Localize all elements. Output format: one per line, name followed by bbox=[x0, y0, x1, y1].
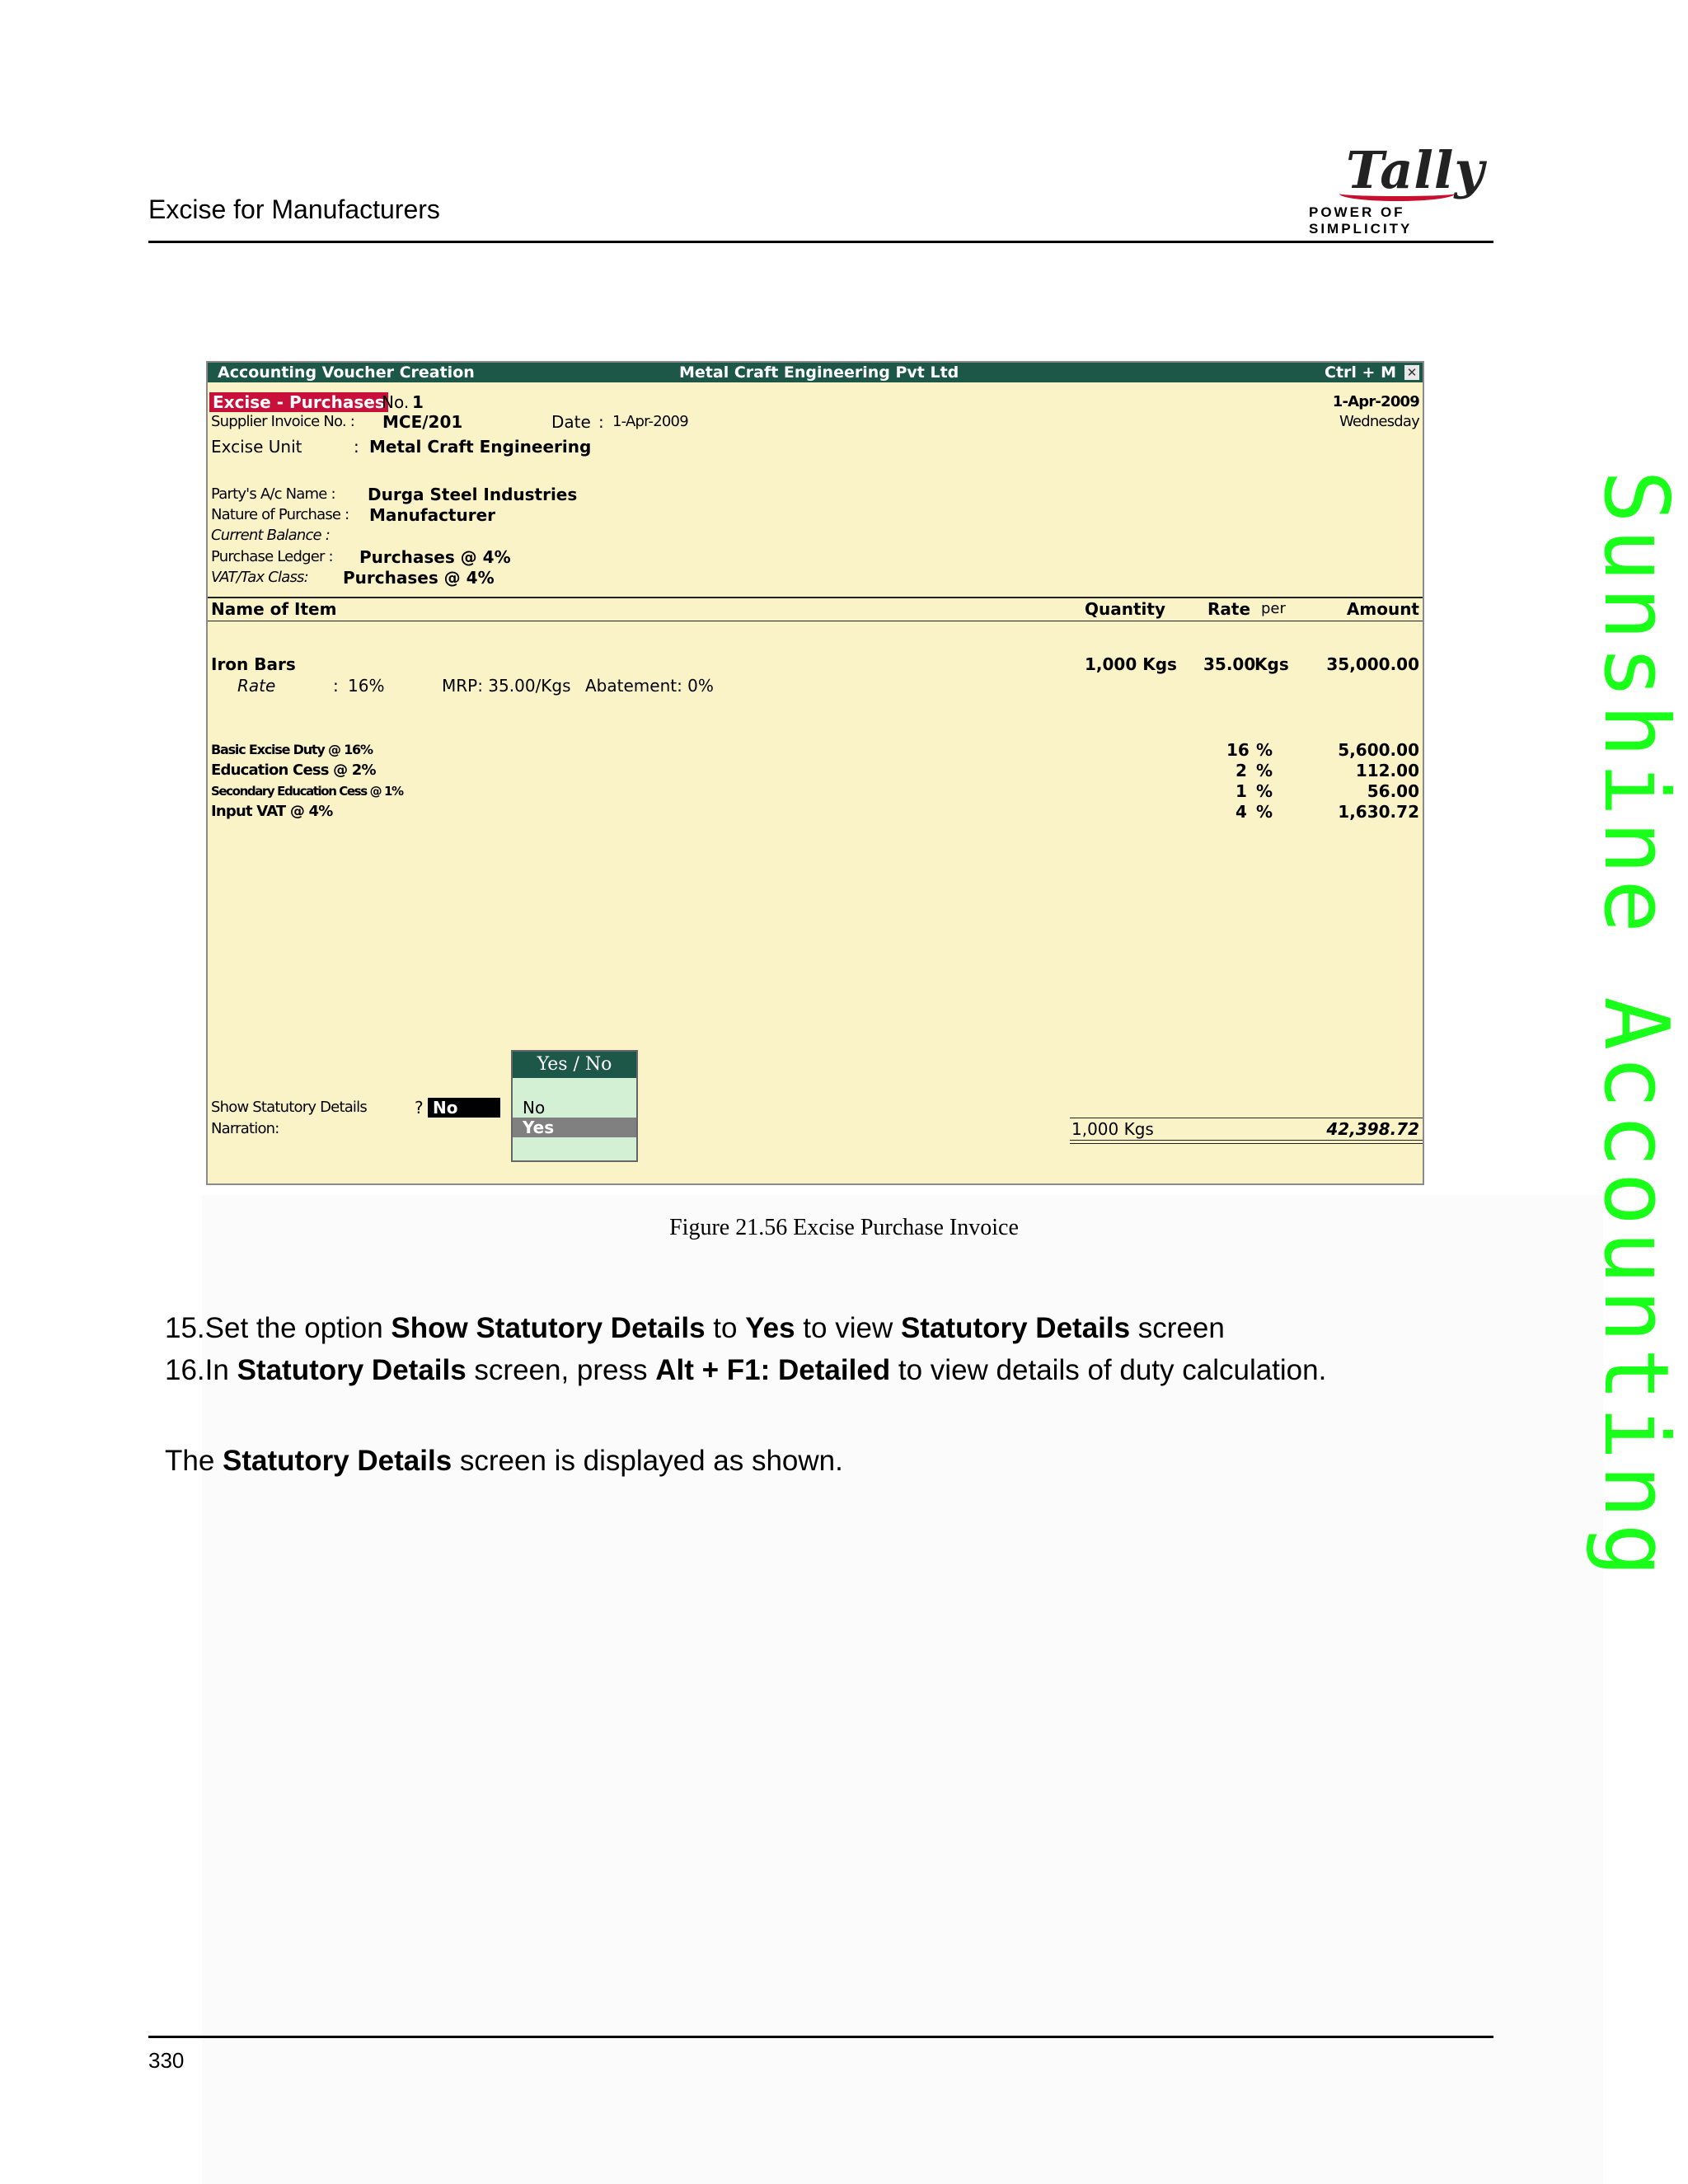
step-15 bbox=[165, 1312, 1225, 1345]
duty-rate-secondary-cess: 1 bbox=[1236, 781, 1247, 801]
party-name-field[interactable]: Durga Steel Industries bbox=[368, 485, 578, 504]
step-15-text-2: to bbox=[705, 1312, 746, 1344]
screen-title: Accounting Voucher Creation bbox=[218, 363, 475, 382]
nature-of-purchase-field[interactable]: Manufacturer bbox=[369, 505, 496, 525]
closing-text-1: The bbox=[165, 1445, 223, 1477]
statutory-details-label: Show Statutory Details bbox=[211, 1099, 367, 1116]
purchase-ledger-label: Purchase Ledger : bbox=[211, 548, 333, 565]
item-rate-percent: 16% bbox=[348, 676, 385, 696]
col-name-of-item: Name of Item bbox=[211, 599, 337, 619]
duty-rate-basic-excise: 16 bbox=[1226, 740, 1250, 760]
close-icon[interactable]: ✕ bbox=[1404, 365, 1419, 380]
voucher-no-label: No. bbox=[382, 392, 410, 412]
tally-logo bbox=[1306, 140, 1500, 237]
step-15-bold-2: Yes bbox=[745, 1312, 795, 1344]
duty-unit-input-vat: % bbox=[1256, 802, 1273, 822]
popup-option-yes[interactable]: Yes bbox=[513, 1118, 636, 1137]
vat-class-field[interactable]: Purchases @ 4% bbox=[343, 568, 495, 588]
tally-screen bbox=[206, 361, 1424, 1185]
date-colon: : bbox=[598, 412, 604, 432]
logo-word: Tally bbox=[1346, 140, 1485, 200]
party-name-label: Party's A/c Name : bbox=[211, 485, 335, 503]
duty-amount-input-vat[interactable]: 1,630.72 bbox=[1338, 802, 1419, 822]
header-rule bbox=[148, 241, 1493, 243]
voucher-type[interactable]: Excise - Purchases bbox=[209, 392, 388, 412]
date-label: Date bbox=[551, 412, 591, 432]
item-amount[interactable]: 35,000.00 bbox=[1326, 654, 1419, 674]
logo-swoosh bbox=[1339, 186, 1455, 201]
item-per[interactable]: Kgs bbox=[1254, 654, 1289, 674]
item-mrp: MRP: 35.00/Kgs bbox=[442, 676, 571, 696]
ctrl-m-button[interactable]: Ctrl + M bbox=[1325, 363, 1396, 382]
vat-class-label: VAT/Tax Class: bbox=[211, 569, 308, 586]
item-name[interactable]: Iron Bars bbox=[211, 654, 296, 674]
duty-rate-input-vat: 4 bbox=[1236, 802, 1247, 822]
duty-amount-basic-excise[interactable]: 5,600.00 bbox=[1338, 740, 1419, 760]
col-amount: Amount bbox=[1346, 599, 1419, 619]
popup-title: Yes / No bbox=[513, 1052, 636, 1078]
footer-rule bbox=[148, 2036, 1493, 2038]
item-rate[interactable]: 35.00 bbox=[1203, 654, 1256, 674]
watermark: Sunshine Accounting bbox=[1584, 470, 1687, 1582]
yes-no-popup bbox=[511, 1050, 638, 1162]
step-15-text-3: to view bbox=[795, 1312, 901, 1344]
current-balance-label: Current Balance : bbox=[211, 527, 331, 544]
duty-unit-secondary-cess: % bbox=[1256, 781, 1273, 801]
item-abatement: Abatement: 0% bbox=[585, 676, 714, 696]
step-15-number: 15. bbox=[165, 1312, 205, 1344]
total-rule-2 bbox=[1070, 1143, 1423, 1144]
total-amount: 42,398.72 bbox=[1326, 1119, 1419, 1139]
step-16-text-3: to view details of duty calculation. bbox=[890, 1354, 1327, 1386]
step-15-bold-3: Statutory Details bbox=[900, 1312, 1131, 1344]
item-rate-label: Rate bbox=[237, 676, 276, 696]
total-quantity: 1,000 Kgs bbox=[1071, 1119, 1154, 1139]
statutory-details-field[interactable]: No bbox=[428, 1098, 500, 1118]
voucher-day: Wednesday bbox=[1339, 413, 1419, 430]
excise-unit-colon: : bbox=[354, 437, 359, 457]
supplier-date-field[interactable]: 1-Apr-2009 bbox=[612, 413, 688, 430]
duty-unit-basic-excise: % bbox=[1256, 740, 1273, 760]
closing-sentence bbox=[165, 1445, 843, 1478]
duty-unit-education-cess: % bbox=[1256, 761, 1273, 780]
step-16-number: 16. bbox=[165, 1354, 205, 1386]
logo-tagline: POWER OF SIMPLICITY bbox=[1309, 204, 1413, 237]
step-16 bbox=[165, 1354, 1326, 1387]
duty-rate-education-cess: 2 bbox=[1236, 761, 1247, 780]
page-number: 330 bbox=[148, 2048, 185, 2073]
col-quantity: Quantity bbox=[1085, 599, 1165, 619]
nature-of-purchase-label: Nature of Purchase : bbox=[211, 506, 349, 523]
duty-name-secondary-cess[interactable]: Secondary Education Cess @ 1% bbox=[211, 784, 403, 799]
narration-label: Narration: bbox=[211, 1120, 279, 1137]
step-16-text-2: screen, press bbox=[466, 1354, 656, 1386]
excise-unit-label: Excise Unit bbox=[211, 437, 302, 457]
closing-bold: Statutory Details bbox=[223, 1445, 452, 1477]
popup-option-no[interactable]: No bbox=[523, 1098, 546, 1118]
closing-text-2: screen is displayed as shown. bbox=[452, 1445, 843, 1477]
step-15-bold-1: Show Statutory Details bbox=[391, 1312, 706, 1344]
item-quantity[interactable]: 1,000 Kgs bbox=[1085, 654, 1177, 674]
statutory-details-question: ? bbox=[415, 1098, 424, 1118]
purchase-ledger-field[interactable]: Purchases @ 4% bbox=[359, 547, 511, 567]
voucher-date[interactable]: 1-Apr-2009 bbox=[1332, 393, 1419, 410]
company-name: Metal Craft Engineering Pvt Ltd bbox=[679, 363, 959, 382]
duty-name-input-vat[interactable]: Input VAT @ 4% bbox=[211, 803, 333, 820]
column-header-top-rule bbox=[208, 597, 1423, 598]
figure-caption: Figure 21.56 Excise Purchase Invoice bbox=[669, 1215, 1019, 1240]
duty-amount-education-cess[interactable]: 112.00 bbox=[1355, 761, 1419, 780]
duty-amount-secondary-cess[interactable]: 56.00 bbox=[1367, 781, 1419, 801]
col-per: per bbox=[1261, 600, 1286, 617]
step-15-text-4: screen bbox=[1130, 1312, 1225, 1344]
total-rule-1 bbox=[1070, 1140, 1423, 1141]
duty-name-basic-excise[interactable]: Basic Excise Duty @ 16% bbox=[211, 742, 373, 757]
voucher-no[interactable]: 1 bbox=[412, 392, 424, 412]
screen-titlebar bbox=[208, 363, 1423, 382]
col-rate: Rate bbox=[1207, 599, 1251, 619]
duty-name-education-cess[interactable]: Education Cess @ 2% bbox=[211, 762, 376, 779]
step-16-bold-1: Statutory Details bbox=[237, 1354, 467, 1386]
step-16-bold-2: Alt + F1: Detailed bbox=[655, 1354, 891, 1386]
excise-unit-field[interactable]: Metal Craft Engineering bbox=[369, 437, 592, 457]
supplier-invoice-label: Supplier Invoice No. : bbox=[211, 413, 355, 430]
step-15-text-1: Set the option bbox=[204, 1312, 392, 1344]
step-16-text-1: In bbox=[204, 1354, 237, 1386]
item-rate-colon: : bbox=[333, 676, 339, 696]
supplier-invoice-field[interactable]: MCE/201 bbox=[382, 412, 463, 432]
section-title: Excise for Manufacturers bbox=[148, 194, 440, 224]
